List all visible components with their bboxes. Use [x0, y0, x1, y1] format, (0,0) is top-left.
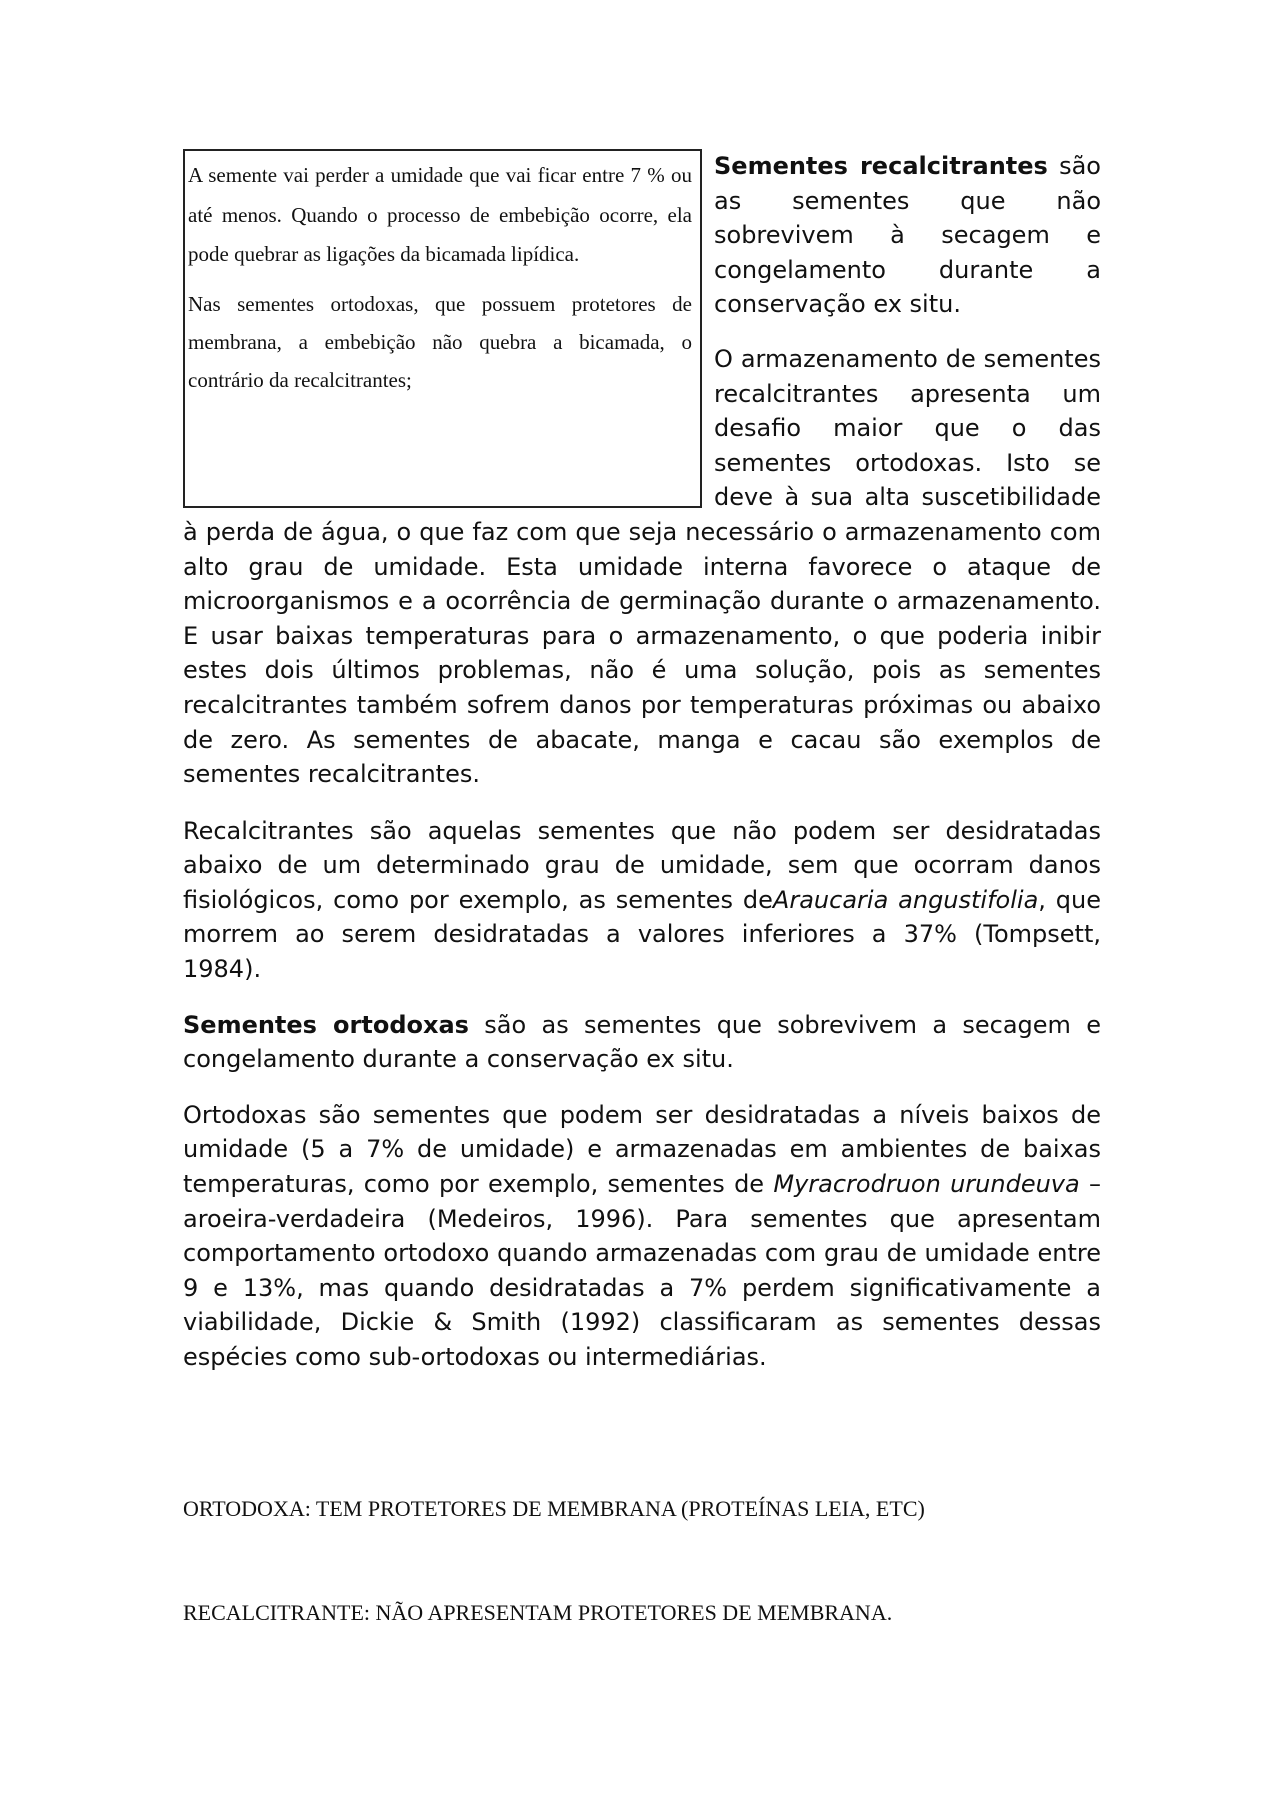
- storage-paragraph: O armazenamento de sementes recalcitrantes apresenta um desafio maior que o das sementes ortodoxas. Isto se deve à sua alta suscetibilidade à perda de água, o que faz com que seja necessário o armazenamento com alto grau de umidade. Esta umidade interna favorece o ataque de microorganismos e a ocorrência de germinação durante o armazenamento. E usar baixas temperaturas para o armazenamento, o que poderia inibir estes dois últimos problemas, não é uma solução, pois as sementes recalcitrantes também sofrem danos por temperaturas próximas ou abaixo de zero. As sementes de abacate, manga e cacau são exemplos de sementes recalcitrantes.: [183, 344, 1101, 789]
- recalcitrant-definition: são as sementes que não sobrevivem à secagem e congelamento durante a conservação ex situ.: [714, 152, 1101, 319]
- orthodox-detail-paragraph: [183, 1098, 1101, 1375]
- note-paragraph-2: Nas sementes ortodoxas, que possuem protetores de membrana, a embebição não quebra a bicamada, o contrário da recalcitrantes;: [188, 291, 692, 392]
- orthodox-definition-paragraph: [183, 1008, 1101, 1077]
- recalcitrant-species-name: Araucaria angustifolia: [772, 885, 1039, 914]
- orthodox-species-name: Myracrodruon urundeuva: [773, 1170, 1080, 1199]
- orthodox-detail-text-end: – aroeira-verdadeira (Medeiros, 1996). Para sementes que apresentam comportamento ortodoxo quando armazenadas com grau de umidade entre 9 e 13%, mas quando desidratadas a 7% perdem significativamente a viabilidade, Dickie & Smith (1992) classificaram as sementes dessas espécies como sub-ortodoxas ou intermediárias.: [183, 1170, 1101, 1371]
- recalcitrant-detail-text-end: , que morrem ao serem desidratadas a valores inferiores a 37% (Tompsett, 1984).: [183, 885, 1101, 984]
- recalcitrant-term: Sementes recalcitrantes: [714, 152, 1048, 180]
- recalcitrant-detail-paragraph: [183, 814, 1101, 987]
- orthodox-term: Sementes ortodoxas: [183, 1010, 469, 1039]
- recalcitrant-detail-text: Recalcitrantes são aquelas sementes que não podem ser desidratadas abaixo de um determinado grau de umidade, sem que ocorram danos fisiológicos, como por exemplo, as sementes de: [183, 816, 1101, 914]
- recalcitrant-summary-line: RECALCITRANTE: NÃO APRESENTAM PROTETORES DE MEMBRANA.: [183, 1600, 893, 1625]
- note-paragraph-1: A semente vai perder a umidade que vai ficar entre 7 % ou até menos. Quando o processo de embebição ocorre, ela pode quebrar as ligações da bicamada lipídica.: [188, 163, 692, 266]
- orthodox-definition: são as sementes que sobrevivem a secagem e congelamento durante a conservação ex situ.: [183, 1010, 1101, 1074]
- note-text-box: [183, 149, 702, 508]
- orthodox-detail-text: Ortodoxas são sementes que podem ser desidratadas a níveis baixos de umidade (5 a 7% de umidade) e armazenadas em ambientes de baixas temperaturas, como por exemplo, sementes de: [183, 1100, 1101, 1199]
- document-page: [183, 149, 1101, 1396]
- orthodox-summary-line: ORTODOXA: TEM PROTETORES DE MEMBRANA (PROTEÍNAS LEIA, ETC): [183, 1496, 925, 1521]
